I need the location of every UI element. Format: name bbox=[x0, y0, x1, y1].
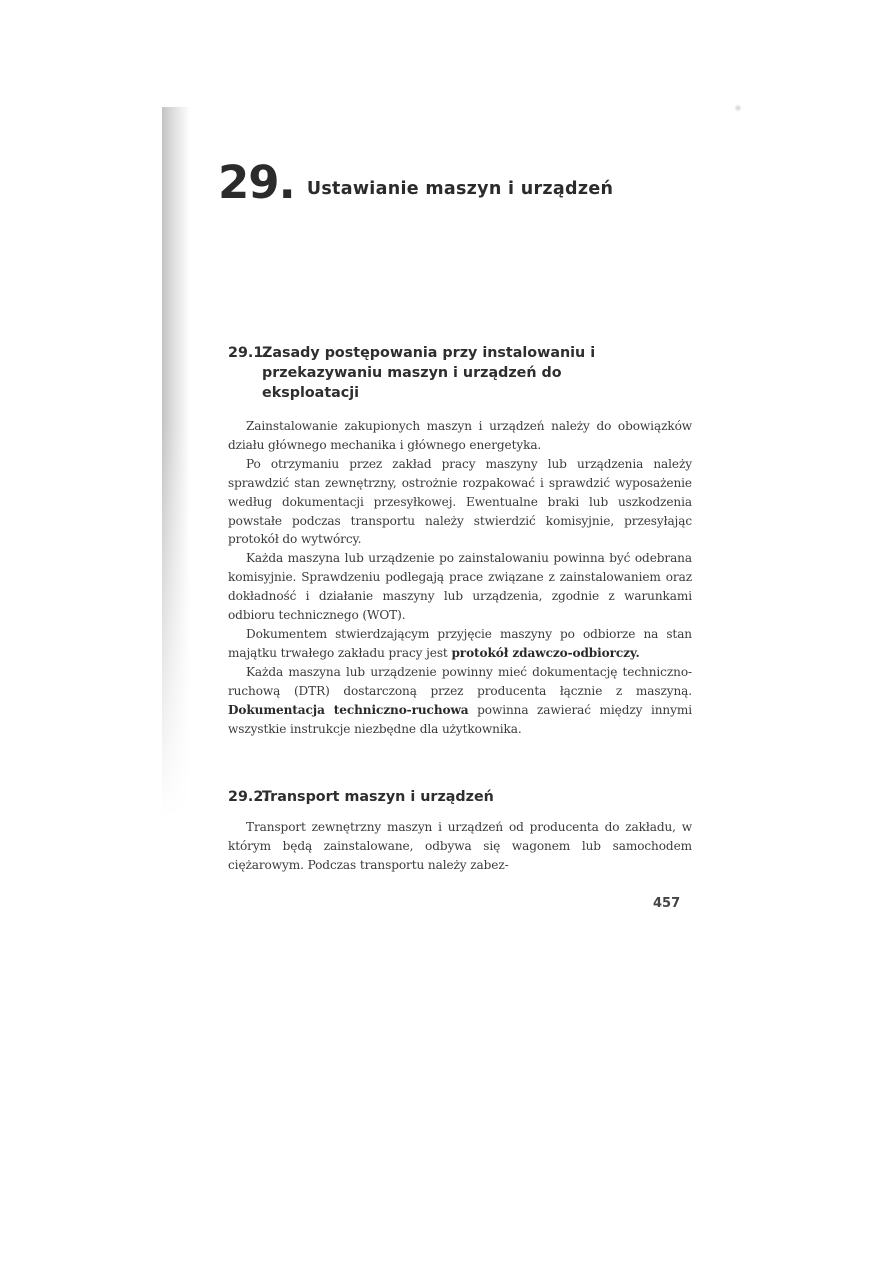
scan-shadow-fade bbox=[162, 420, 190, 987]
chapter-number: 29 bbox=[218, 156, 279, 209]
chapter-number-dot: . bbox=[278, 156, 296, 209]
section-heading-29-1 bbox=[228, 343, 628, 403]
paragraph bbox=[228, 455, 692, 550]
page-number: 457 bbox=[653, 896, 681, 911]
section-29-2-body bbox=[228, 818, 692, 875]
paragraph bbox=[228, 663, 692, 739]
paragraph bbox=[228, 417, 692, 455]
section-title: Transport maszyn i urządzeń bbox=[262, 789, 494, 805]
paragraph bbox=[228, 625, 692, 663]
scan-corner-mark bbox=[734, 104, 742, 112]
paragraph-text: Dokumentem stwierdzającym przyjęcie maszyny po odbiorze na stan majątku trwałego zakładu pracy jest bbox=[228, 626, 692, 660]
section-title: Zasady postępowania przy instalowaniu i przekazywaniu maszyn i urządzeń do eksploatacji bbox=[262, 345, 596, 401]
paragraph-text: Każda maszyna lub urządzenie po zainstalowaniu powinna być odebrana komisyjnie. Sprawdzeniu podlegają prace związane z zainstalowaniem oraz dokładność i działanie maszyny lub urządzenia, zgodnie z warunkami odbioru technicznego (WOT). bbox=[228, 551, 692, 623]
section-29-1-body bbox=[228, 417, 692, 738]
paragraph-text: Zainstalowanie zakupionych maszyn i urządzeń należy do obowiązków działu głównego mechanika i głównego energetyka. bbox=[228, 419, 692, 452]
bold-term-dtr: Dokumentacja techniczno-ruchowa bbox=[228, 702, 469, 717]
section-number: 29.1. bbox=[228, 345, 269, 361]
paragraph-text: Transport zewnętrzny maszyn i urządzeń od producenta do zakładu, w którym będą zainstalowane, odbywa się wagonem lub samochodem ciężarowym. Podczas transportu należy zabez- bbox=[228, 820, 692, 872]
section-number: 29.2. bbox=[228, 789, 269, 805]
chapter-heading bbox=[218, 156, 613, 209]
chapter-title: Ustawianie maszyn i urządzeń bbox=[306, 179, 614, 199]
section-heading-29-2 bbox=[228, 787, 628, 807]
paragraph-text: Każda maszyna lub urządzenie powinny mieć dokumentację techniczno-ruchową (DTR) dostarczoną przez producenta łącznie z maszyną. bbox=[228, 664, 692, 698]
bold-term-protokol: protokół zdawczo-odbiorczy. bbox=[451, 645, 640, 660]
paragraph bbox=[228, 549, 692, 625]
paragraph-text: Po otrzymaniu przez zakład pracy maszyny lub urządzenia należy sprawdzić stan zewnętrzny, ostrożnie rozpakować i sprawdzić wyposażenie według dokumentacji przesyłkowej. Ewentualne braki lub uszkodzenia powstałe podczas transportu należy stwierdzić komisyjnie, przesyłając protokół do wytwórcy. bbox=[228, 456, 692, 547]
paragraph-text: powinna zawierać między innymi wszystkie instrukcje niezbędne dla użytkownika. bbox=[228, 702, 692, 736]
paragraph bbox=[228, 818, 692, 875]
